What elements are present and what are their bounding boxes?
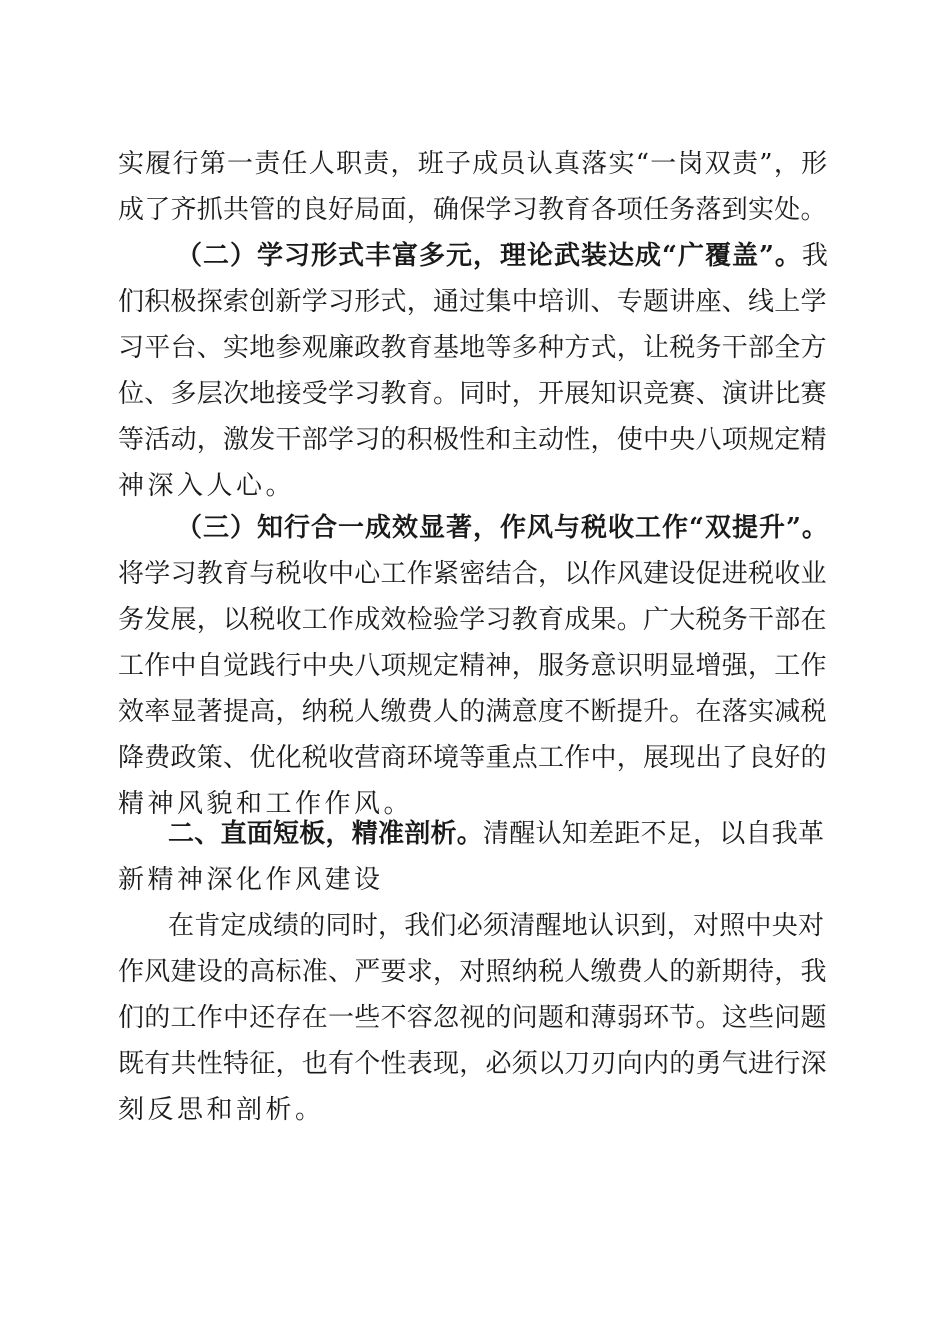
text-line: 新精神深化作风建设 <box>118 865 384 895</box>
text-line: 精神风貌和工作作风。 <box>118 789 414 819</box>
heading-tail: 清醒认知差距不足，以自我革 <box>483 819 825 849</box>
text-line: 习平台、实地参观廉政教育基地等多种方式，让税务干部全方 <box>118 333 827 363</box>
paragraph-learning-forms <box>118 233 830 509</box>
text-line: 们积极探索创新学习形式，通过集中培训、专题讲座、线上学 <box>118 287 827 317</box>
text-line: 实履行第一责任人职责，班子成员认真落实“一岗双责”，形 <box>118 149 829 179</box>
text-line: 们的工作中还存在一些不容忽视的问题和薄弱环节。这些问题 <box>118 1003 827 1033</box>
paragraph-first-line <box>118 811 830 857</box>
major-heading: 二、直面短板，精准剖析。 <box>168 819 484 849</box>
text-line: 位、多层次地接受学习教育。同时，开展知识竞赛、演讲比赛 <box>118 379 827 409</box>
text-line: 刻反思和剖析。 <box>118 1095 325 1125</box>
paragraph-effectiveness <box>118 505 830 827</box>
text-line: 效率显著提高，纳税人缴费人的满意度不断提升。在落实减税 <box>118 697 827 727</box>
text-line: 降费政策、优化税收营商环境等重点工作中，展现出了良好的 <box>118 743 827 773</box>
text-line: 等活动，激发干部学习的积极性和主动性，使中央八项规定精 <box>118 425 827 455</box>
text-line: 既有共性特征，也有个性表现，必须以刀刃向内的勇气进行深 <box>118 1049 827 1079</box>
paragraph-first-line <box>118 233 830 279</box>
paragraph-first-line <box>118 505 830 551</box>
section-heading: （三）知行合一成效显著，作风与税收工作“双提升”。 <box>176 513 829 543</box>
text-line: 神深入人心。 <box>118 471 296 501</box>
paragraph-first-line: 在肯定成绩的同时，我们必须清醒地认识到，对照中央对 <box>168 911 825 941</box>
heading-tail: 我 <box>801 241 829 271</box>
paragraph-reflection <box>118 903 830 1133</box>
text-line: 务发展，以税收工作成效检验学习教育成果。广大税务干部在 <box>118 605 827 635</box>
text-line: 工作中自觉践行中央八项规定精神，服务意识明显增强，工作 <box>118 651 827 681</box>
paragraph-major-heading <box>118 811 830 903</box>
text-line: 成了齐抓共管的良好局面，确保学习教育各项任务落到实处。 <box>118 195 827 225</box>
section-heading: （二）学习形式丰富多元，理论武装达成“广覆盖”。 <box>176 241 802 271</box>
text-line: 将学习教育与税收中心工作紧密结合，以作风建设促进税收业 <box>118 559 827 589</box>
text-line: 作风建设的高标准、严要求，对照纳税人缴费人的新期待，我 <box>118 957 827 987</box>
paragraph-continuation <box>118 141 830 233</box>
